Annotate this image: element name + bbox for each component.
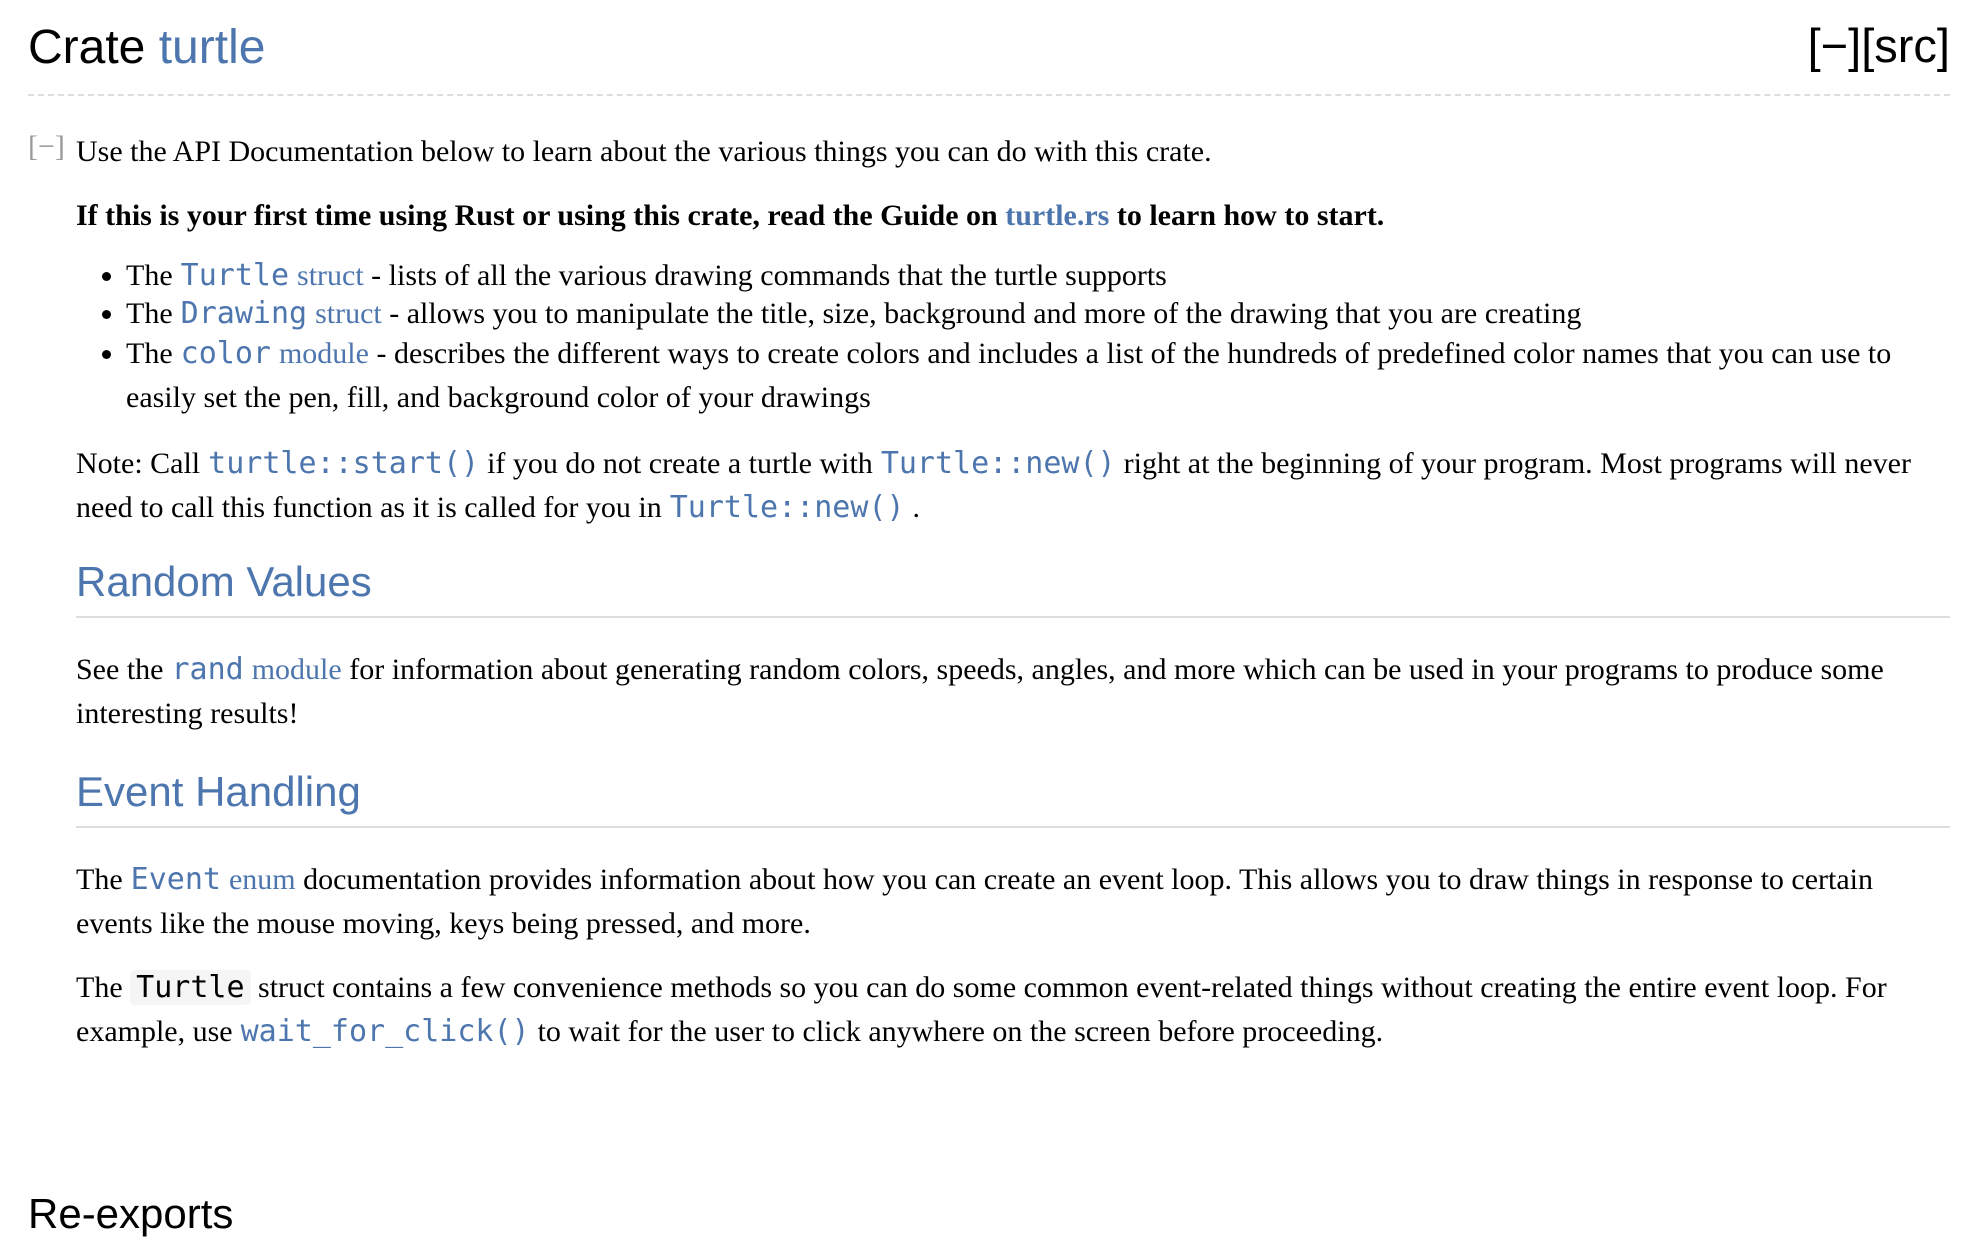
note-text: Note: Call [76, 447, 201, 480]
random-text: See the [76, 653, 164, 686]
event-enum-link[interactable] [123, 863, 296, 896]
note-code: Turtle::new() [880, 446, 1116, 481]
note-code: Turtle::new() [669, 490, 905, 525]
docblock [76, 120, 1950, 1054]
list-kind: struct [315, 297, 382, 330]
collapse-all-toggle[interactable]: [−] [1807, 19, 1862, 72]
event-code: Event [130, 862, 221, 897]
event-paragraph-1 [76, 858, 1950, 946]
event-code: wait_for_click() [240, 1014, 530, 1049]
turtle-struct-link[interactable] [173, 259, 364, 292]
list-prefix: The [126, 337, 173, 370]
event-paragraph-2 [76, 966, 1950, 1054]
event-kind: enum [228, 863, 296, 896]
list-code: color [180, 336, 271, 371]
docblock-toggle[interactable]: [−] [28, 130, 65, 163]
turtle-new-link[interactable] [873, 447, 1124, 480]
first-time-after: to learn how to start. [1116, 199, 1385, 232]
list-text: - lists of all the various drawing commands that the turtle supports [371, 259, 1167, 292]
event-text: documentation provides information about how you can create an event loop. This allows you to draw things in response to certain events like the mouse moving, keys being pressed, and more. [76, 863, 1874, 940]
list-text: - allows you to manipulate the title, size, background and more of the drawing that you are creating [389, 297, 1582, 330]
out-of-band [1808, 18, 1950, 73]
guide-link[interactable]: turtle.rs [1005, 199, 1110, 232]
list-code: Drawing [180, 296, 308, 331]
title-prefix: Crate [28, 21, 146, 74]
random-code: rand [171, 652, 244, 687]
list-text: - describes the different ways to create colors and includes a list of the hundreds of predefined color names that you can use to easily set the pen, fill, and background color of your drawings [126, 337, 1892, 414]
note-paragraph [76, 442, 1950, 530]
overview-list [76, 256, 1950, 420]
list-prefix: The [126, 297, 173, 330]
turtle-code: Turtle [130, 970, 250, 1005]
random-values-heading[interactable]: Random Values [76, 560, 1950, 618]
list-kind: struct [297, 259, 364, 292]
event-text: The [76, 863, 123, 896]
intro-paragraph: Use the API Documentation below to learn about the various things you can do with this crate. [76, 135, 1212, 168]
random-text: for information about generating random colors, speeds, angles, and more which can be used in your programs to produce some interesting results! [76, 653, 1884, 730]
random-paragraph [76, 648, 1950, 736]
reexports-heading[interactable]: Re-exports [28, 1190, 234, 1237]
event-text: The [76, 971, 123, 1004]
list-item [126, 256, 1950, 296]
note-text: right at the beginning of your program. Most programs will never need to call this function as it is called for you in [76, 447, 1911, 524]
note-text: . [912, 491, 921, 524]
event-handling-heading[interactable]: Event Handling [76, 770, 1950, 828]
list-kind: module [278, 337, 369, 370]
event-text: to wait for the user to click anywhere on the screen before proceeding. [537, 1015, 1384, 1048]
list-item [126, 332, 1950, 420]
first-time-paragraph [76, 194, 1950, 238]
first-time-text: If this is your first time using Rust or using this crate, read the Guide on [76, 199, 998, 232]
list-item [126, 296, 1950, 332]
drawing-struct-link[interactable] [173, 297, 382, 330]
rand-module-link[interactable] [163, 653, 341, 686]
turtle-start-link[interactable] [200, 447, 487, 480]
turtle-new-link-2[interactable] [662, 491, 913, 524]
list-prefix: The [126, 259, 173, 292]
src-link[interactable]: [src] [1861, 19, 1950, 72]
page-title [28, 20, 265, 75]
wait-for-click-link[interactable] [233, 1015, 538, 1048]
list-code: Turtle [180, 258, 290, 293]
event-text: struct contains a few convenience methods so you can do some common event-related things without creating the entire event loop. For example, use [76, 971, 1887, 1048]
crate-name-link[interactable]: turtle [158, 21, 266, 74]
random-kind: module [251, 653, 342, 686]
note-text: if you do not create a turtle with [487, 447, 873, 480]
title-row [28, 14, 1950, 96]
note-code: turtle::start() [208, 446, 480, 481]
color-module-link[interactable] [173, 337, 369, 370]
